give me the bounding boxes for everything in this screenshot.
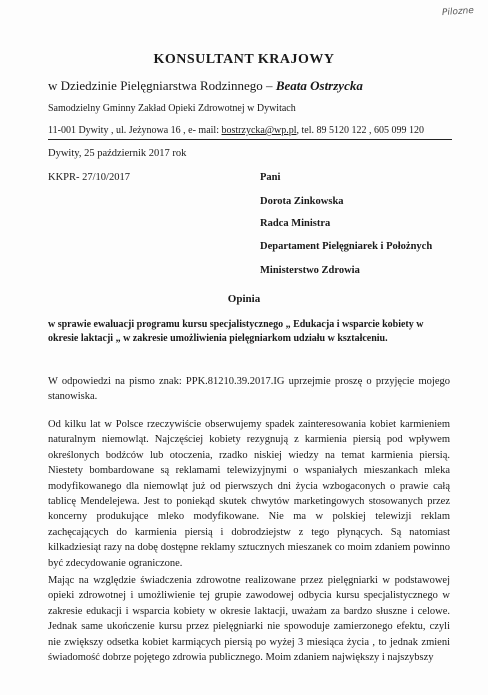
opinion-subject: w sprawie ewaluacji programu kursu specjalistycznego „ Edukacja i wsparcie kobiety w okresie laktacji „ w zakresie umożliwienia pielęgniarkom udziału w kształceniu.	[48, 319, 424, 344]
letterhead-subtitle	[48, 78, 363, 94]
consultant-name: Beata Ostrzycka	[275, 78, 363, 93]
address-prefix: 11-001 Dywity , ul. Jeżynowa 16 , e- mail:	[48, 125, 219, 136]
recipient-name: Dorota Zinkowska	[260, 196, 344, 207]
recipient-salutation: Pani	[260, 172, 281, 183]
body-paragraph-3: Mając na względzie świadczenia zdrowotne realizowane przez pielęgniarki w podstawowej opieki zdrowotnej i umożliwienie tej grupie zawodowej odbycia kursu specjalistycznego w zakresie edukacji i wsparcia kobiety w okresie laktacji, uważam za bardzo słuszne i celowe. Jednak same ukończenie kursu przez pielęgniarki nie spowoduje zamierzonego efektu, czyli nie zwiększy odsetka kobiet karmiących piersią po wyżej 3 miesiąca życia , to jednak zmieni świadomość dobrze pojętego zdrowia publicznego. Moim zdaniem największy i najszybszy	[48, 575, 450, 664]
recipient-title: Radca Ministra	[260, 218, 331, 229]
address-suffix: , tel. 89 5120 122 , 605 099 120	[296, 125, 425, 136]
opinion-title: Opinia	[227, 293, 261, 305]
letterhead-address	[48, 125, 424, 136]
letterhead-subtitle-prefix: w Dziedzinie Pielęgniarstwa Rodzinnego –	[48, 78, 273, 93]
handwritten-note: Pilozne	[441, 5, 475, 19]
letterhead-title: KONSULTANT KRAJOWY	[153, 52, 335, 67]
reference-number: KKPR- 27/10/2017	[48, 172, 130, 183]
body-paragraph-2: Od kilku lat w Polsce rzeczywiście obserwujemy spadek zainteresowania kobiet karmieniem naturalnym niemowląt. Najczęściej kobiety rezygnują z karmienia piersią pod wpływem określonych bodźców lub otoczenia, rzadko niskiej wiedzy na temat karmienia piersią. Niestety bombardowane są reklamami telewizyjnymi o wspaniałych mieszankach mleka modyfikowanego dla niemowląt już od pierwszych dni życia wzbogaconych o prawie całą tablicę Mendelejewa. Jest to poniekąd skutek chwytów marketingowych stosowanych przez koncerny produkujące mleko modyfikowane. Nie ma w polskiej telewizji reklam zachęcających do karmienia piersią i dobrodziejstw z tego płynących. Są natomiast kilkadziesiąt razy na dobę dostępne reklamy sztucznych mieszanek co moim zdaniem powinno być zdecydowanie ograniczone.	[48, 419, 450, 569]
recipient-ministry: Ministerstwo Zdrowia	[260, 265, 360, 276]
body-paragraph-1: W odpowiedzi na pismo znak: PPK.81210.39.2017.IG uprzejmie proszę o przyjęcie mojego stanowiska.	[48, 376, 450, 403]
letterhead-divider	[48, 139, 452, 140]
letterhead-institution: Samodzielny Gminny Zakład Opieki Zdrowotnej w Dywitach	[48, 103, 296, 114]
letter-date: Dywity, 25 październik 2017 rok	[48, 148, 187, 159]
email-link[interactable]: bostrzycka@wp.pl	[221, 125, 297, 136]
recipient-department: Departament Pielęgniarek i Położnych	[260, 241, 433, 252]
